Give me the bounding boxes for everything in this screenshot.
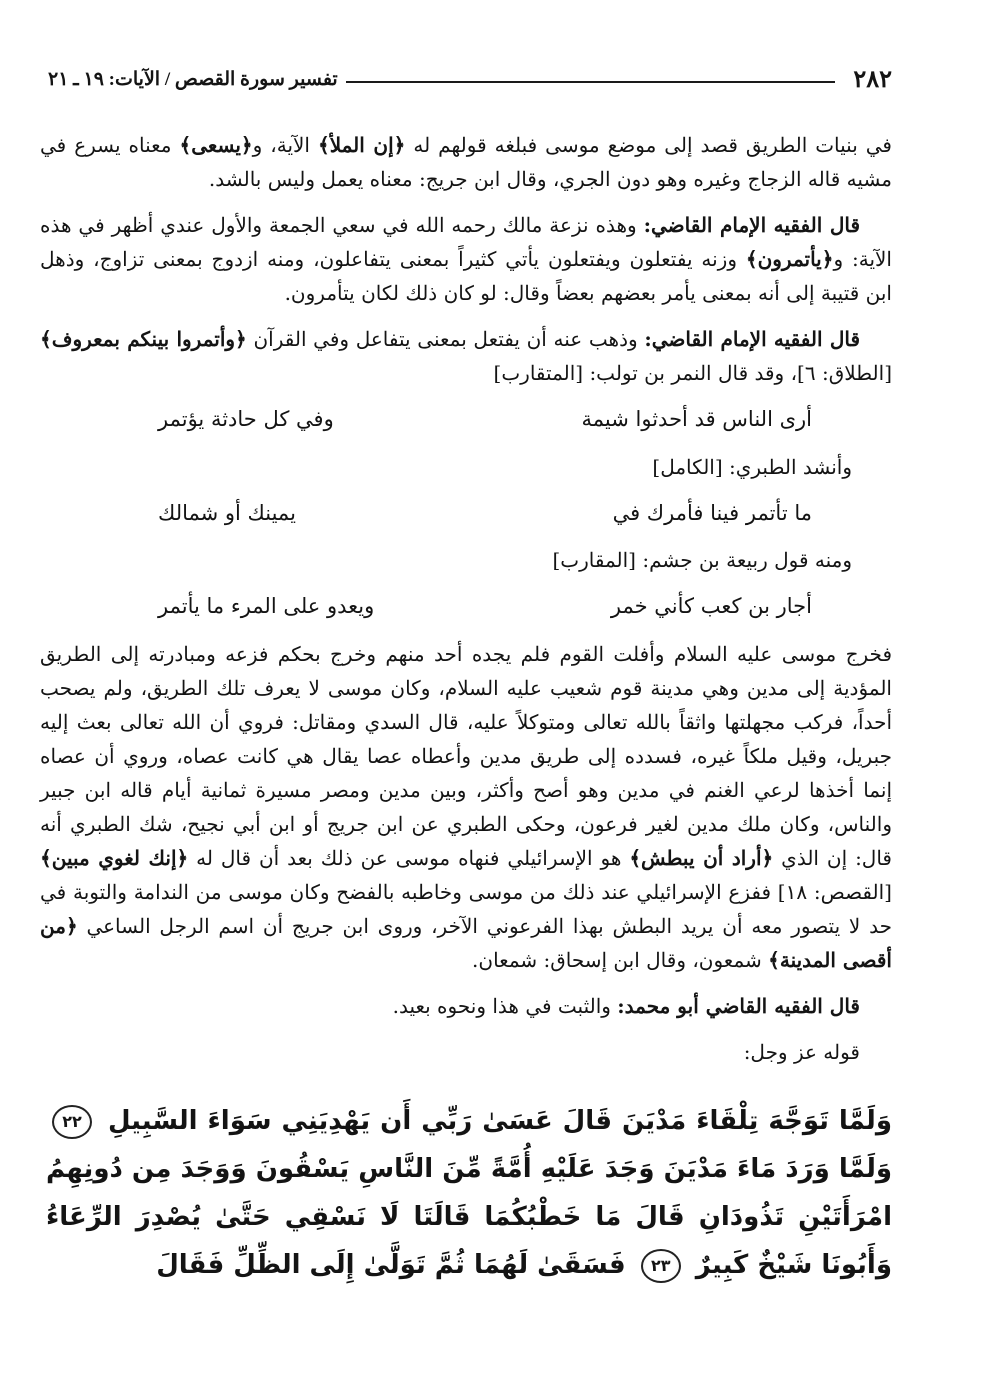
commentary-text	[40, 128, 892, 1069]
verse-second-hemistich: ويعدو على المرء ما يأتمر	[158, 594, 375, 619]
quran-verse-22: وَلَمَّا تَوَجَّهَ تِلْقَاءَ مَدْيَنَ قَالَ عَسَىٰ رَبِّي أَن يَهْدِيَنِي سَوَاءَ السَّبِيلِ	[107, 1106, 892, 1137]
verse-first-hemistich: ما تأتمر فينا فأمرك في	[612, 500, 812, 525]
quran-verse-24: فَسَقَىٰ لَهُمَا ثُمَّ تَوَلَّىٰ إِلَى الظِّلِّ فَقَالَ	[156, 1250, 626, 1281]
ayah-number-marker: ٢٢	[52, 1105, 92, 1139]
quran-verse-23: وَلَمَّا وَرَدَ مَاءَ مَدْيَنَ وَجَدَ عَلَيْهِ أُمَّةً مِّنَ النَّاسِ يَسْقُونَ وَوَجَدَ مِن دُونِهِمُ امْرَأَتَيْنِ تَذُودَانِ قَالَ مَا خَطْبُكُمَا قَالَتَا لَا نَسْقِي حَتَّىٰ يُصْدِرَ الرِّعَاءُ وَأَبُونَا شَيْخٌ كَبِيرٌ	[46, 1154, 892, 1281]
paragraph-2: قال الفقيه الإمام القاضي: وهذه نزعة مالك رحمه الله في سعي الجمعة والأول عندي أظهر في هذه الآية: و﴿يأتمرون﴾ وزنه يفتعلون ويفتعلون يأتي كثيراً بمعنى يتفاعلون، ومنه ازدوج بمعنى تزاوج، وذهل ابن قتيبة إلى أنه بمعنى يأمر بعضهم بعضاً وقال: لو كان ذلك لكان يتأمرون.	[40, 213, 892, 305]
scholar-label: قال الفقيه الإمام القاضي:	[644, 327, 861, 351]
verse-second-hemistich: يمينك أو شمالك	[158, 500, 296, 525]
quran-quote: ﴿أراد أن يبطش﴾	[629, 846, 774, 871]
paragraph-3: قال الفقيه الإمام القاضي: وذهب عنه أن يفتعل بمعنى يتفاعل وفي القرآن ﴿وأتمروا بينكم بمعروف﴾ [الطلاق: ٦]، وقد قال النمر بن تولب: [المتقارب]	[40, 327, 892, 385]
poem-intro-3: ومنه قول ربيعة بن جشم: [المقارب]	[552, 548, 852, 573]
poetry-verse-3	[158, 589, 812, 625]
ayah-number-marker: ٢٣	[641, 1249, 681, 1283]
paragraph-4: فخرج موسى عليه السلام وأفلت القوم فلم يجده أحد منهم وخرج بحكم فزعه ومبادرته إلى الطريق المؤدية إلى مدين وهي مدينة قوم شعيب عليه السلام، وكان موسى لا يعرف تلك الطريق، ولم يصحب أحداً، فركب مجهلتها واثقاً بالله تعالى ومتوكلاً عليه، قال السدي ومقاتل: فروي أن الله تعالى بعث إليه جبريل، وقيل ملكاً غيره، فسدده إلى طريق مدين وأعطاه عصا يقال هي كانت عصاه، وروي أن عصاه إنما أخذها لرعي الغنم في مدين وهو أصح وأكثر، وبين مدين ومصر مسيرة ثمانية أيام قاله ابن جبير والناس، وكان ملك مدين لغير فرعون، وحكى الطبري عن ابن جريج أو ابن أبي نجيح، شك الطبري أنه قال: إن الذي ﴿أراد أن يبطش﴾ هو الإسرائيلي فنهاه موسى عن ذلك بعد أن قال له ﴿إنك لغوي مبين﴾ [القصص: ١٨] ففزع الإسرائيلي عند ذلك من موسى وخاطبه بالفضح وكان موسى من الندامة والتوبة في حد لا يتصور معه أن يريد البطش بهذا الفرعوني الآخر، وروى ابن جريج أن اسم الرجل الساعي ﴿من أقصى المدينة﴾ شمعون، وقال ابن إسحاق: شمعان.	[40, 642, 892, 973]
header-rule	[346, 81, 836, 83]
poetry-verse-1	[158, 402, 812, 438]
verse-first-hemistich: أرى الناس قد أحدثوا شيمة	[581, 407, 812, 431]
verse-second-hemistich: وفي كل حادثة يؤتمر	[158, 407, 334, 431]
quran-quote: ﴿يسعى﴾	[179, 133, 253, 157]
paragraph-1: في بنيات الطريق قصد إلى موضع موسى فبلغه قولهم له ﴿إن الملأ﴾ الآية، و﴿يسعى﴾ معناه يسرع في مشيه قاله الزجاج وغيره وهو دون الجري، وقال ابن جريج: معناه يعمل وليس بالشد.	[40, 133, 892, 191]
poem-intro-2: وأنشد الطبري: [الكامل]	[652, 454, 852, 479]
scholar-label: قال الفقيه القاضي أبو محمد:	[617, 994, 860, 1019]
running-header	[48, 62, 892, 96]
verse-first-hemistich: أجار بن كعب كأني خمر	[610, 594, 812, 619]
quran-quote: ﴿إنك لغوي مبين﴾	[40, 846, 189, 871]
quran-quote: ﴿وأتمروا بينكم بمعروف﴾	[40, 327, 247, 351]
quran-quote: ﴿يأتمرون﴾	[745, 247, 834, 271]
paragraph-5: قال الفقيه القاضي أبو محمد: والثبت في هذا ونحوه بعيد.	[392, 994, 860, 1019]
running-title: تفسير سورة القصص / الآيات: ١٩ ـ ٢١	[48, 68, 338, 90]
page-number: ٢٨٢	[853, 66, 892, 93]
quran-quote: ﴿إن الملأ﴾	[317, 133, 406, 157]
paragraph-6: قوله عز وجل:	[743, 1040, 860, 1065]
quran-quote: ﴿من أقصى المدينة﴾	[40, 914, 892, 973]
scholar-label: قال الفقيه الإمام القاضي:	[643, 213, 861, 237]
poetry-verse-2	[158, 496, 812, 532]
quran-passage	[46, 1097, 892, 1289]
